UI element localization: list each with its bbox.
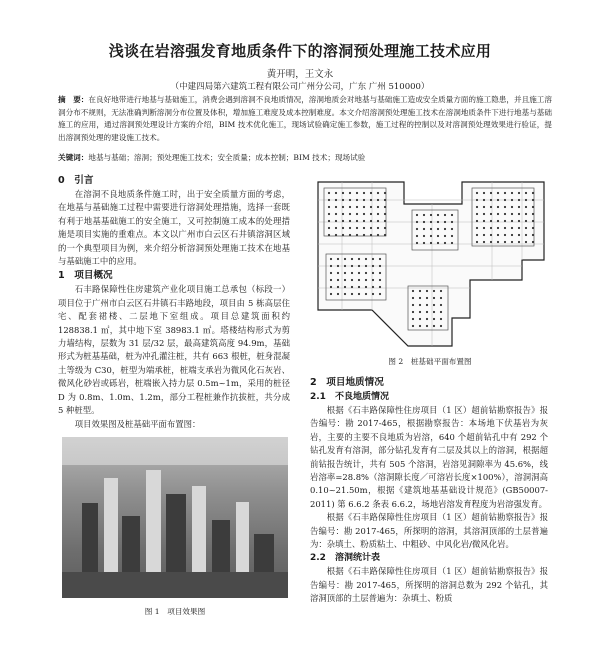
pile-dot xyxy=(356,227,358,229)
pile-dot xyxy=(511,199,513,201)
figure-2-pile-layout xyxy=(312,178,548,353)
pile-dot xyxy=(379,279,381,281)
geology-paragraph-1: 根据《石丰路保障性住房项目（1 区）超前钻勘察报告》报告编号：勘 2017-465，根据勘察报告：本场地下伏基岩为灰岩，主要的主要不良地质为岩溶，640 个超前钻孔中有 292 个钻孔发育有溶洞，部分钻孔发育有二层及其以上的溶洞，根据超前钻报告统计，共有 505 个溶洞，岩溶见洞隙率为 45.6%，线岩溶率=28.8%（溶洞隙长度／可溶岩长度×100%），溶洞洞高 0.10~21.50m，根据《建筑地基基础设计规范》(GB50007-2011) 第 6.6.2 条表 6.6.2，场地岩溶发育程度为岩溶强发育。 xyxy=(310,405,548,509)
pile-dot xyxy=(532,234,534,236)
pile-dot xyxy=(351,293,353,295)
pile-dot xyxy=(344,258,346,260)
pile-dot xyxy=(384,213,386,215)
pile-dot xyxy=(384,234,386,236)
keywords-text: 地基与基础；溶洞；预处理施工技术；安全质量；成本控制；BIM 技术；现场试验 xyxy=(88,153,366,162)
pile-dot xyxy=(430,228,432,230)
pile-dot xyxy=(344,286,346,288)
pile-dot xyxy=(356,206,358,208)
pile-dot xyxy=(370,213,372,215)
pile-dot xyxy=(379,272,381,274)
pile-dot xyxy=(423,221,425,223)
left-column xyxy=(58,173,290,431)
pile-dot xyxy=(377,227,379,229)
pile-dot xyxy=(370,227,372,229)
pile-dot xyxy=(365,293,367,295)
pile-dot xyxy=(377,199,379,201)
pile-dot xyxy=(437,242,439,244)
pile-dot xyxy=(525,220,527,222)
pile-dot xyxy=(483,227,485,229)
pile-dot xyxy=(433,304,435,306)
pile-dot xyxy=(363,192,365,194)
pile-dot xyxy=(356,213,358,215)
pile-dot xyxy=(344,265,346,267)
pile-dot xyxy=(363,227,365,229)
pile-dot xyxy=(370,192,372,194)
pile-dot xyxy=(342,206,344,208)
pile-dot xyxy=(384,206,386,208)
pile-dot xyxy=(328,227,330,229)
pile-dot xyxy=(518,199,520,201)
pile-dot xyxy=(525,227,527,229)
pile-dot xyxy=(497,241,499,243)
pile-dot xyxy=(511,192,513,194)
pile-dot xyxy=(419,297,421,299)
pile-dot xyxy=(426,318,428,320)
pile-dot xyxy=(518,206,520,208)
pile-dot xyxy=(483,220,485,222)
pile-dot xyxy=(433,290,435,292)
pile-dot xyxy=(335,206,337,208)
pile-dot xyxy=(370,206,372,208)
pile-dot xyxy=(349,206,351,208)
pile-dot xyxy=(518,241,520,243)
pile-dot xyxy=(384,220,386,222)
pile-dot xyxy=(412,318,414,320)
pile-dot xyxy=(511,234,513,236)
pile-dot xyxy=(416,228,418,230)
pile-dot xyxy=(335,192,337,194)
pile-dot xyxy=(349,220,351,222)
pile-dot xyxy=(356,220,358,222)
pile-dot xyxy=(412,297,414,299)
pile-dot xyxy=(444,221,446,223)
pile-dot xyxy=(504,234,506,236)
pile-dot xyxy=(504,206,506,208)
pile-dot xyxy=(365,286,367,288)
pile-dot xyxy=(497,206,499,208)
pile-dot xyxy=(423,214,425,216)
pile-dot xyxy=(337,293,339,295)
pile-dot xyxy=(344,279,346,281)
pile-dot xyxy=(416,242,418,244)
pile-dot xyxy=(330,258,332,260)
pile-dot xyxy=(511,220,513,222)
pile-dot xyxy=(363,220,365,222)
pile-dot xyxy=(384,199,386,201)
pile-dot xyxy=(419,304,421,306)
pile-dot xyxy=(351,279,353,281)
pile-dot xyxy=(342,199,344,201)
pile-dot xyxy=(483,192,485,194)
pile-dot xyxy=(451,242,453,244)
pile-dot xyxy=(335,199,337,201)
pile-dot xyxy=(490,220,492,222)
pile-dot xyxy=(532,213,534,215)
pile-dot xyxy=(423,228,425,230)
pile-dot xyxy=(423,242,425,244)
pile-dot xyxy=(365,258,367,260)
pile-dot xyxy=(379,265,381,267)
pile-dot xyxy=(426,325,428,327)
pile-dot xyxy=(525,213,527,215)
pile-dot xyxy=(532,206,534,208)
pile-dot xyxy=(370,220,372,222)
pile-dot xyxy=(444,242,446,244)
pile-dot xyxy=(490,192,492,194)
pile-dot xyxy=(337,272,339,274)
figure-2-caption: 图 2 桩基础平面布置图 xyxy=(388,357,472,366)
pile-dot xyxy=(440,297,442,299)
keywords xyxy=(58,152,552,164)
pile-dot xyxy=(483,213,485,215)
pile-dot xyxy=(476,220,478,222)
pile-dot xyxy=(363,199,365,201)
intro-paragraph: 在溶洞不良地质条件施工时，出于安全质量方面的考虑，在地基与基础施工过程中需要进行溶洞处理措施，选择一套既有利于地基基础施工的安全施工，又可控制施工成本的处理措施是项目实施的重难点。本文以广州市白云区石井镇溶洞区域的一个典型项目为例，来介绍分析溶洞预处理施工技术在地基与基础施工中的应用。 xyxy=(58,189,290,267)
pile-dot xyxy=(349,234,351,236)
pile-dot xyxy=(358,265,360,267)
pile-dot xyxy=(379,293,381,295)
pile-dot xyxy=(444,214,446,216)
paper-title: 浅谈在岩溶强发育地质条件下的溶洞预处理施工技术应用 xyxy=(108,42,492,60)
pile-dot xyxy=(337,258,339,260)
pile-dot xyxy=(365,272,367,274)
section-2-heading: 2 项目地质情况 xyxy=(310,377,384,388)
pile-dot xyxy=(330,286,332,288)
pile-dot xyxy=(377,206,379,208)
pile-dot xyxy=(476,234,478,236)
pile-dot xyxy=(351,272,353,274)
pile-dot xyxy=(504,227,506,229)
pile-dot xyxy=(419,290,421,292)
pile-dot xyxy=(511,213,513,215)
pile-dot xyxy=(384,192,386,194)
pile-dot xyxy=(335,213,337,215)
pile-dot xyxy=(349,213,351,215)
pile-dot xyxy=(328,192,330,194)
pile-dot xyxy=(433,318,435,320)
pile-dot xyxy=(451,235,453,237)
abstract xyxy=(58,94,552,144)
right-column xyxy=(310,375,548,606)
pile-dot xyxy=(363,234,365,236)
pile-dot xyxy=(344,293,346,295)
pile-dot xyxy=(532,199,534,201)
pile-dot xyxy=(342,227,344,229)
pile-dot xyxy=(419,311,421,313)
pile-dot xyxy=(476,192,478,194)
pile-dot xyxy=(351,265,353,267)
pile-dot xyxy=(504,241,506,243)
pile-dot xyxy=(437,228,439,230)
geology-paragraph-3: 根据《石丰路保障性住房项目（1 区）超前钻勘察报告》报告编号：勘 2017-465，所探明的溶洞总数为 292 个钻孔，其溶洞顶部的土层普遍为：杂填土、粉质 xyxy=(310,566,548,604)
pile-dot xyxy=(416,214,418,216)
pile-dot xyxy=(337,279,339,281)
pile-dot xyxy=(504,220,506,222)
pile-dot xyxy=(532,192,534,194)
pile-dot xyxy=(440,290,442,292)
pile-dot xyxy=(451,221,453,223)
pile-dot xyxy=(483,206,485,208)
pile-dot xyxy=(328,199,330,201)
pile-dot xyxy=(490,199,492,201)
pile-dot xyxy=(358,286,360,288)
section-2-1-heading: 2.1 不良地质情况 xyxy=(310,392,389,402)
pile-dot xyxy=(372,286,374,288)
pile-dot xyxy=(379,258,381,260)
pile-dot xyxy=(426,304,428,306)
pile-dot xyxy=(504,213,506,215)
pile-dot xyxy=(483,234,485,236)
section-0-heading: 0 引言 xyxy=(58,175,94,186)
pile-dot xyxy=(349,227,351,229)
pile-dot xyxy=(476,199,478,201)
pile-dot xyxy=(342,220,344,222)
pile-dot xyxy=(451,214,453,216)
section-2-2-heading: 2.2 溶洞统计表 xyxy=(310,553,380,564)
pile-dot xyxy=(437,214,439,216)
pile-dot xyxy=(433,311,435,313)
pile-dot xyxy=(370,234,372,236)
pile-dot xyxy=(423,235,425,237)
pile-dot xyxy=(379,286,381,288)
pile-dot xyxy=(337,265,339,267)
pile-dot xyxy=(497,213,499,215)
pile-dot xyxy=(372,265,374,267)
pile-dot xyxy=(337,286,339,288)
pile-dot xyxy=(430,242,432,244)
pile-dot xyxy=(328,234,330,236)
pile-dot xyxy=(365,265,367,267)
pile-dot xyxy=(426,297,428,299)
pile-dot xyxy=(476,227,478,229)
pile-dot xyxy=(504,199,506,201)
pile-dot xyxy=(328,220,330,222)
pile-dot xyxy=(335,234,337,236)
pile-dot xyxy=(440,304,442,306)
pile-dot xyxy=(490,213,492,215)
pile-dot xyxy=(330,265,332,267)
pile-dot xyxy=(412,311,414,313)
figure-1-rendering xyxy=(62,437,288,598)
pile-dot xyxy=(372,279,374,281)
pile-dot xyxy=(363,213,365,215)
pile-dot xyxy=(328,206,330,208)
pile-dot xyxy=(444,228,446,230)
pile-dot xyxy=(433,297,435,299)
pile-dot xyxy=(419,318,421,320)
pile-dot xyxy=(437,221,439,223)
pile-dot xyxy=(451,228,453,230)
pile-dot xyxy=(504,192,506,194)
pile-dot xyxy=(490,206,492,208)
pile-dot xyxy=(356,199,358,201)
pile-dot xyxy=(497,199,499,201)
pile-dot xyxy=(525,206,527,208)
pile-dot xyxy=(440,318,442,320)
affiliation: （中建四局第六建筑工程有限公司广州分公司，广东 广州 510000） xyxy=(170,82,430,92)
pile-dot xyxy=(335,220,337,222)
pile-dot xyxy=(518,192,520,194)
pile-dot xyxy=(476,206,478,208)
abstract-text: 在良好地带进行地基与基础施工，消费会遇到溶洞不良地质情况，溶洞地质会对地基与基础施工造成安全质量方面的施工隐患，并且施工溶洞分布不规则，无法准确判断溶洞分布位置及体积，增加施工难度及成本控制难度。本文介绍溶洞预处理施工技术在溶洞地质条件下进行地基与基础施工的应用，通过溶洞预处理设计方案的介绍，BIM 技术优化施工，现场试验确定施工参数，施工过程的控制以及对溶洞预处理效果进行验证，提出溶洞预处理的建设施工技术。 xyxy=(58,95,552,142)
pile-dot xyxy=(497,234,499,236)
pile-dot xyxy=(430,214,432,216)
pile-dot xyxy=(511,227,513,229)
overview-paragraph: 石丰路保障性住房建筑产业化项目施工总承包（标段一）项目位于广州市白云区石井镇石丰路地段，项目由 5 栋高层住宅、配套裙楼、二层地下室组成。项目总建筑面积约 128838.1 ㎡，其中地下室 38983.1 ㎡。塔楼结构形式为剪力墙结构，层数为 31 层/32 层，最高建筑高度 94.9m，基础形式为桩基基础，桩为冲孔灌注桩，共有 663 根桩，桩身混凝土等级为 C30，桩型为端承桩，桩端支承岩为微风化石灰岩、微风化砂岩或砾岩，桩端嵌入持力层 0.5m~1m，采用的桩径 D 为 0.8m、1.0m、1.2m，部分工程桩兼作抗拔桩，共分成 5 种桩型。 xyxy=(58,284,290,416)
pile-dot xyxy=(497,192,499,194)
pile-dot xyxy=(356,192,358,194)
pile-dot xyxy=(412,290,414,292)
pile-dot xyxy=(430,235,432,237)
pile-dot xyxy=(372,293,374,295)
pile-dot xyxy=(377,213,379,215)
pile-dot xyxy=(358,293,360,295)
pile-dot xyxy=(351,286,353,288)
pile-dot xyxy=(416,235,418,237)
pile-dot xyxy=(372,258,374,260)
pile-dot xyxy=(490,227,492,229)
pile-dot xyxy=(330,279,332,281)
pile-dot xyxy=(377,192,379,194)
pile-dot xyxy=(426,290,428,292)
keywords-label: 关键词： xyxy=(58,153,89,162)
abstract-label: 摘 要： xyxy=(58,95,89,104)
pile-dot xyxy=(342,192,344,194)
pile-dot xyxy=(335,227,337,229)
pile-dot xyxy=(330,293,332,295)
pile-dot xyxy=(497,227,499,229)
overview-figure-intro: 项目效果图及桩基础平面布置图： xyxy=(74,418,201,429)
pile-dot xyxy=(370,199,372,201)
pile-dot xyxy=(437,235,439,237)
pile-dot xyxy=(342,234,344,236)
pile-dot xyxy=(377,220,379,222)
pile-dot xyxy=(518,227,520,229)
section-1-heading: 1 项目概况 xyxy=(58,270,113,282)
pile-dot xyxy=(440,311,442,313)
pile-dot xyxy=(412,304,414,306)
pile-dot xyxy=(476,213,478,215)
pile-dot xyxy=(511,241,513,243)
pile-dot xyxy=(490,241,492,243)
pile-dot xyxy=(483,241,485,243)
pile-dot xyxy=(342,213,344,215)
geology-paragraph-2: 根据《石丰路保障性住房项目（1 区）超前钻勘察报告》报告编号：勘 2017-465，所探明的溶洞，其溶洞顶部的土层普遍为：杂填土、粉质粘土、中粗砂、中风化岩/微风化岩。 xyxy=(310,512,548,550)
pile-dot xyxy=(416,221,418,223)
pile-dot xyxy=(532,220,534,222)
pile-dot xyxy=(377,234,379,236)
pile-dot xyxy=(349,199,351,201)
pile-dot xyxy=(532,241,534,243)
pile-dot xyxy=(365,279,367,281)
pile-dot xyxy=(328,213,330,215)
pile-dot xyxy=(440,325,442,327)
pile-dot xyxy=(433,325,435,327)
pile-dot xyxy=(525,234,527,236)
pile-dot xyxy=(483,199,485,201)
pile-dot xyxy=(358,258,360,260)
pile-dot xyxy=(419,325,421,327)
pile-dot xyxy=(518,213,520,215)
pile-dot xyxy=(476,241,478,243)
pile-dot xyxy=(525,192,527,194)
pile-dot xyxy=(525,199,527,201)
pile-dot xyxy=(330,272,332,274)
authors: 黄开明，王文永 xyxy=(266,69,334,80)
pile-dot xyxy=(344,272,346,274)
pile-dot xyxy=(497,220,499,222)
pile-dot xyxy=(518,234,520,236)
pile-dot xyxy=(384,227,386,229)
pile-dot xyxy=(358,272,360,274)
pile-dot xyxy=(351,258,353,260)
pile-dot xyxy=(518,220,520,222)
pile-dot xyxy=(363,206,365,208)
pile-dot xyxy=(412,325,414,327)
pile-dot xyxy=(356,234,358,236)
pile-dot xyxy=(349,192,351,194)
figure-1-caption: 图 1 项目效果图 xyxy=(144,607,206,616)
pile-dot xyxy=(426,311,428,313)
pile-dot xyxy=(358,279,360,281)
pile-dot xyxy=(490,234,492,236)
pile-dot xyxy=(430,221,432,223)
pile-dot xyxy=(372,272,374,274)
pile-dot xyxy=(532,227,534,229)
pile-dot xyxy=(525,241,527,243)
pile-dot xyxy=(444,235,446,237)
pile-dot xyxy=(511,206,513,208)
